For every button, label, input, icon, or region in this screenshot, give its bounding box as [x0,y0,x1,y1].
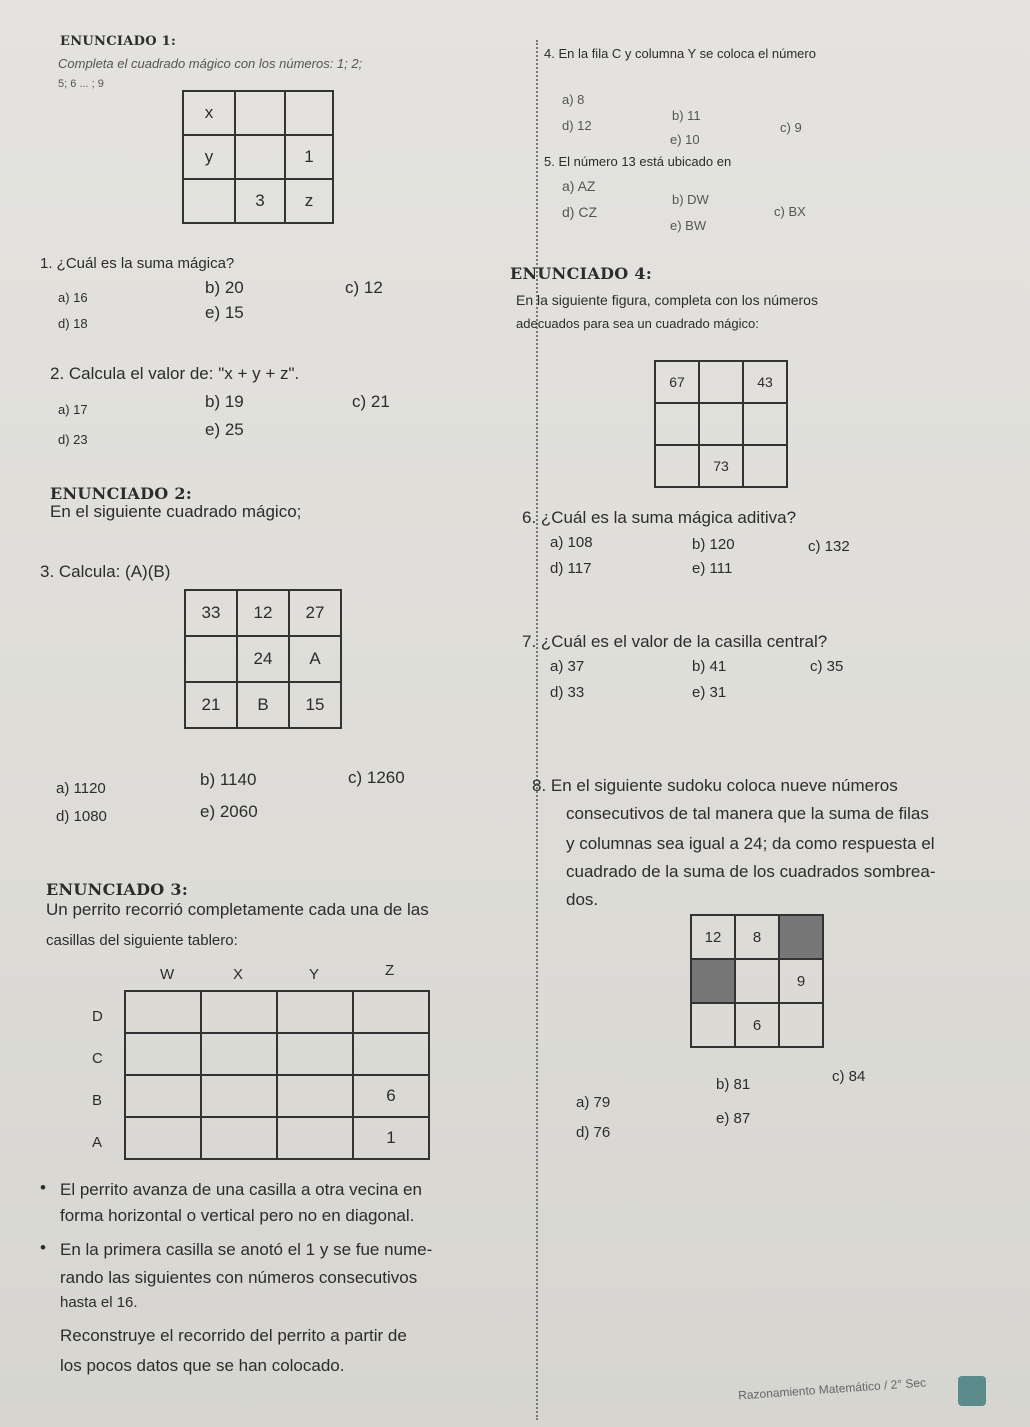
board-cell[interactable] [201,991,277,1033]
q2-option-a[interactable]: a) 17 [58,402,88,417]
grid4-cell[interactable]: 67 [655,361,699,403]
q1-option-a[interactable]: a) 16 [58,290,88,305]
question-7: 7. ¿Cuál es el valor de la casilla central? [522,632,828,651]
grid1-cell[interactable]: z [285,179,333,223]
grid4-cell[interactable]: 43 [743,361,787,403]
grid4-cell[interactable] [699,361,743,403]
grid2-cell[interactable]: 21 [185,682,237,728]
question-3: 3. Calcula: (A)(B) [40,562,171,581]
q8-option-b[interactable]: b) 81 [716,1076,751,1093]
magic-square-1 [182,90,334,224]
board-col-x: X [233,966,244,983]
q1-option-d[interactable]: d) 18 [58,316,88,331]
board-cell[interactable] [125,1075,201,1117]
grid2-cell[interactable]: 24 [237,636,289,682]
board-cell[interactable]: 1 [353,1117,429,1159]
q5-option-a[interactable]: a) AZ [562,178,596,194]
q5-option-c[interactable]: c) BX [774,204,806,219]
q6-option-b[interactable]: b) 120 [692,536,735,553]
question-8-line-5: dos. [566,890,599,909]
rule-2-line-2: rando las siguientes con números consecutivos [60,1268,418,1287]
enunciado-1-intro-2: 5; 6 ... ; 9 [58,78,104,90]
q4-option-e[interactable]: e) 10 [670,132,700,147]
enunciado-3-intro-1: Un perrito recorrió completamente cada una de las [46,900,429,919]
q2-option-d[interactable]: d) 23 [58,432,88,447]
board-cell[interactable]: 6 [353,1075,429,1117]
q3-option-d[interactable]: d) 1080 [56,808,107,825]
q2-option-b[interactable]: b) 19 [205,392,244,411]
q4-option-c[interactable]: c) 9 [780,120,802,135]
grid1-cell[interactable]: y [183,135,235,179]
board-cell[interactable] [277,991,353,1033]
magic-square-2 [184,589,342,729]
q2-option-e[interactable]: e) 25 [205,420,244,439]
grid1-cell[interactable]: 1 [285,135,333,179]
question-1: 1. ¿Cuál es la suma mágica? [40,255,235,272]
q8-option-c[interactable]: c) 84 [832,1068,866,1085]
enunciado-4-heading: ENUNCIADO 4: [510,264,653,283]
sudoku-cell[interactable]: 6 [735,1003,779,1047]
grid4-cell[interactable] [655,403,699,445]
question-4: 4. En la fila C y columna Y se coloca el número [544,46,816,61]
question-5: 5. El número 13 está ubicado en [544,154,732,169]
sudoku-cell-shaded[interactable] [691,959,735,1003]
grid2-cell[interactable]: A [289,636,341,682]
board-cell[interactable] [125,991,201,1033]
board-row-d: D [92,1008,103,1025]
board-cell[interactable] [201,1075,277,1117]
q4-option-a[interactable]: a) 8 [562,92,585,107]
question-8-line-4: cuadrado de la suma de los cuadrados sombrea- [566,862,936,881]
board-col-z: Z [385,962,395,979]
grid4-cell[interactable] [743,445,787,487]
grid1-cell[interactable]: x [183,91,235,135]
q5-option-b[interactable]: b) DW [672,192,709,207]
board-cell[interactable] [277,1117,353,1159]
grid4-cell[interactable]: 73 [699,445,743,487]
enunciado-3-intro-2: casillas del siguiente tablero: [46,932,238,949]
enunciado-1-heading: ENUNCIADO 1: [60,34,177,49]
q6-option-d[interactable]: d) 117 [550,560,592,577]
enunciado-2-heading: ENUNCIADO 2: [50,484,193,503]
bullet-dot-icon: • [40,1178,46,1197]
q6-option-c[interactable]: c) 132 [808,538,850,555]
enunciado-3-heading: ENUNCIADO 3: [46,880,189,899]
board-row-a: A [92,1134,103,1151]
board-col-w: W [160,966,175,983]
q5-option-e[interactable]: e) BW [670,218,707,233]
grid4-cell[interactable] [743,403,787,445]
enunciado-2-intro: En el siguiente cuadrado mágico; [50,502,302,521]
board-cell[interactable] [277,1075,353,1117]
rule-1-line-2: forma horizontal o vertical pero no en diagonal. [60,1206,415,1225]
grid1-cell[interactable] [285,91,333,135]
q6-option-e[interactable]: e) 111 [692,560,733,577]
sudoku-cell[interactable] [735,959,779,1003]
grid2-cell[interactable] [185,636,237,682]
enunciado-1-intro: Completa el cuadrado mágico con los números: 1; 2; [58,56,363,71]
sudoku-grid [690,914,824,1048]
sudoku-cell[interactable]: 9 [779,959,823,1003]
instruction-line-2: los pocos datos que se han colocado. [60,1356,345,1375]
q4-option-d[interactable]: d) 12 [562,118,592,133]
page-corner-tab [958,1376,986,1406]
question-8-line-2: consecutivos de tal manera que la suma de filas [566,804,929,823]
sudoku-cell[interactable] [691,1003,735,1047]
q8-option-e[interactable]: e) 87 [716,1110,751,1127]
q2-option-c[interactable]: c) 21 [352,392,390,411]
enunciado-4-intro-2: adecuados para sea un cuadrado mágico: [516,316,759,331]
grid2-cell[interactable]: 33 [185,590,237,636]
q3-option-e[interactable]: e) 2060 [200,802,258,821]
board-cell[interactable] [277,1033,353,1075]
q8-option-a[interactable]: a) 79 [576,1094,611,1111]
question-6: 6. ¿Cuál es la suma mágica aditiva? [522,508,797,527]
board-cell[interactable] [201,1033,277,1075]
sudoku-cell[interactable]: 8 [735,915,779,959]
grid2-cell[interactable]: B [237,682,289,728]
rule-2-line-3: hasta el 16. [60,1294,138,1311]
q8-option-d[interactable]: d) 76 [576,1124,611,1141]
sudoku-cell[interactable] [779,1003,823,1047]
dog-path-board [124,990,430,1160]
column-divider [536,40,538,1420]
grid4-cell[interactable] [655,445,699,487]
grid4-cell[interactable] [699,403,743,445]
board-cell[interactable] [201,1117,277,1159]
q7-option-d[interactable]: d) 33 [550,684,585,701]
question-8-line-3: y columnas sea igual a 24; da como respuesta el [566,834,935,853]
q7-option-c[interactable]: c) 35 [810,658,844,675]
grid1-cell[interactable] [235,91,285,135]
board-row-b: B [92,1092,103,1109]
board-col-y: Y [309,966,320,983]
q5-option-d[interactable]: d) CZ [562,204,597,220]
sudoku-cell[interactable]: 12 [691,915,735,959]
enunciado-4-intro-1: En la siguiente figura, completa con los números [516,292,818,308]
question-8-line-1: 8. En el siguiente sudoku coloca nueve números [532,776,898,795]
board-cell[interactable] [125,1033,201,1075]
board-row-c: C [92,1050,103,1067]
grid2-cell[interactable]: 15 [289,682,341,728]
grid1-cell[interactable] [183,179,235,223]
q3-option-b[interactable]: b) 1140 [200,770,257,789]
q6-option-a[interactable]: a) 108 [550,534,593,551]
board-cell[interactable] [353,1033,429,1075]
rule-1-line-1: El perrito avanza de una casilla a otra vecina en [60,1180,422,1199]
rule-2-line-1: En la primera casilla se anotó el 1 y se fue nume- [60,1240,433,1259]
sudoku-cell-shaded[interactable] [779,915,823,959]
q1-option-e[interactable]: e) 15 [205,303,244,322]
q1-option-b[interactable]: b) 20 [205,278,244,297]
instruction-line-1: Reconstruye el recorrido del perrito a partir de [60,1326,407,1345]
grid2-cell[interactable]: 27 [289,590,341,636]
q3-option-c[interactable]: c) 1260 [348,768,405,787]
grid1-cell[interactable] [235,135,285,179]
q4-option-b[interactable]: b) 11 [672,108,701,123]
q7-option-b[interactable]: b) 41 [692,658,727,675]
q1-option-c[interactable]: c) 12 [345,278,383,297]
magic-square-4 [654,360,788,488]
board-cell[interactable] [353,991,429,1033]
q7-option-e[interactable]: e) 31 [692,684,727,701]
footer-label: Razonamiento Matemático / 2° Sec [737,1375,927,1403]
bullet-dot-icon: • [40,1238,46,1257]
grid1-cell[interactable]: 3 [235,179,285,223]
board-cell[interactable] [125,1117,201,1159]
q7-option-a[interactable]: a) 37 [550,658,585,675]
question-2: 2. Calcula el valor de: "x + y + z". [50,364,300,383]
q3-option-a[interactable]: a) 1120 [56,780,106,797]
grid2-cell[interactable]: 12 [237,590,289,636]
